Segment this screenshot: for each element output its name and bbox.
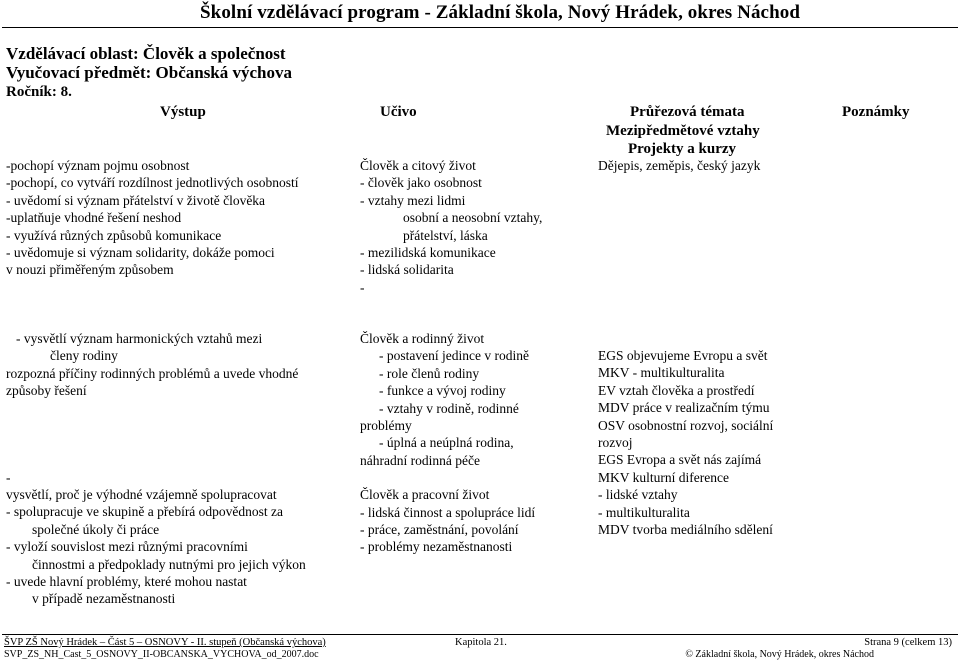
list-item: Člověk a citový život <box>360 158 476 173</box>
list-item: - uvědomí si význam přátelství v životě člověka <box>6 192 266 208</box>
column-header-projects: Projekty a kurzy <box>628 141 737 157</box>
list-item: MDV tvorba mediálního sdělení <box>598 522 773 538</box>
list-item: - práce, zaměstnání, povolání <box>360 522 519 538</box>
list-item: - spolupracuje ve skupině a přebírá odpovědnost za <box>6 504 284 520</box>
spacer <box>360 469 535 486</box>
footer-copyright: © Základní škola, Nový Hrádek, okres Náchod <box>685 649 874 660</box>
list-item: Člověk a rodinný život <box>360 331 485 346</box>
list-item: -uplatňuje vhodné řešení neshod <box>6 210 182 226</box>
list-item: členy rodiny <box>50 348 118 364</box>
list-item: činnostmi a předpoklady nutnými pro jejich výkon <box>32 556 306 572</box>
list-item: - mezilidská komunikace <box>360 245 496 261</box>
footer-chapter: Kapitola 21. <box>455 637 507 648</box>
subject-name: Vyučovací předmět: Občanská výchova <box>6 63 293 82</box>
list-item: EGS objevujeme Evropu a svět <box>598 348 768 363</box>
list-item: - lidské vztahy <box>598 487 678 503</box>
list-item: vysvětlí, proč je výhodné vzájemně spolupracovat <box>6 487 277 503</box>
list-item: - lidská činnost a spolupráce lidí <box>360 504 536 520</box>
list-item: náhradní rodinná péče <box>360 452 480 468</box>
list-item: - multikulturalita <box>598 504 690 520</box>
row1-themes <box>598 157 760 174</box>
list-item: -pochopí, co vytváří rozdílnost jednotlivých osobností <box>6 175 299 191</box>
list-item: rozvoj <box>598 435 633 451</box>
list-item: - <box>360 279 365 295</box>
list-item: - <box>6 469 11 485</box>
list-item: EV vztah člověka a prostředí <box>598 382 755 398</box>
row2-themes <box>598 347 773 538</box>
list-item: osobní a neosobní vztahy, <box>403 210 543 226</box>
column-header-output: Výstup <box>160 104 206 120</box>
list-item: - využívá různých způsobů komunikace <box>6 227 222 243</box>
document-header-title: Školní vzdělávací program - Základní škola, Nový Hrádek, okres Náchod <box>200 2 801 23</box>
list-item: rozpozná příčiny rodinných problémů a uvede vhodné <box>6 365 299 381</box>
subject-area: Vzdělávací oblast: Člověk a společnost <box>6 44 286 63</box>
list-item: - vyloží souvislost mezi různými pracovními <box>6 539 248 555</box>
list-item: OSV osobnostní rozvoj, sociální <box>598 417 774 433</box>
header-rule <box>2 27 958 28</box>
list-item: - vztahy mezi lidmi <box>360 192 466 208</box>
list-item: MKV kulturní diference <box>598 469 729 485</box>
list-item: - úplná a neúplná rodina, <box>379 435 514 451</box>
list-item: MDV práce v realizačním týmu <box>598 400 770 416</box>
list-item: společné úkoly či práce <box>32 521 160 537</box>
row2-output <box>6 330 306 608</box>
list-item: MKV - multikulturalita <box>598 365 725 381</box>
list-item: EGS Evropa a svět nás zajímá <box>598 452 762 468</box>
list-item: přátelství, láska <box>403 227 488 243</box>
list-item: Člověk a pracovní život <box>360 487 490 503</box>
list-item: - problémy nezaměstnanosti <box>360 539 513 555</box>
list-item: - vztahy v rodině, rodinné <box>379 400 519 416</box>
list-item: Dějepis, zeměpis, český jazyk <box>598 158 761 173</box>
list-item: - funkce a vývoj rodiny <box>379 383 506 399</box>
footer-rule <box>2 634 958 635</box>
footer-page-number: Strana 9 (celkem 13) <box>864 637 952 648</box>
list-item: v případě nezaměstnanosti <box>32 591 176 607</box>
row1-content <box>360 157 542 296</box>
column-header-content: Učivo <box>380 104 417 120</box>
grade: Ročník: 8. <box>6 84 72 100</box>
list-item: - lidská solidarita <box>360 262 454 278</box>
column-header-notes: Poznámky <box>842 104 910 120</box>
list-item: -pochopí význam pojmu osobnost <box>6 158 190 173</box>
row1-output <box>6 157 298 279</box>
row2-content <box>360 330 535 556</box>
column-header-relations: Mezipředmětové vztahy <box>606 123 760 139</box>
list-item: - postavení jedince v rodině <box>379 348 529 364</box>
list-item: - uvede hlavní problémy, které mohou nastat <box>6 574 247 590</box>
list-item: problémy <box>360 418 412 434</box>
list-item: způsoby řešení <box>6 383 87 399</box>
column-header-themes: Průřezová témata <box>630 104 745 120</box>
spacer <box>6 400 306 469</box>
footer-document-title: ŠVP ZŠ Nový Hrádek – Část 5 – OSNOVY - II. stupeň (Občanská výchova) <box>4 637 326 648</box>
list-item: - člověk jako osobnost <box>360 175 482 191</box>
list-item: - role členů rodiny <box>379 365 480 381</box>
list-item: - uvědomuje si význam solidarity, dokáže pomoci <box>6 245 275 261</box>
list-item: - vysvětlí význam harmonických vztahů mezi <box>16 331 263 346</box>
footer-filename: SVP_ZS_NH_Cast_5_OSNOVY_II-OBCANSKA_VYCHOVA_od_2007.doc <box>4 649 319 660</box>
list-item: v nouzi přiměřeným způsobem <box>6 262 174 278</box>
